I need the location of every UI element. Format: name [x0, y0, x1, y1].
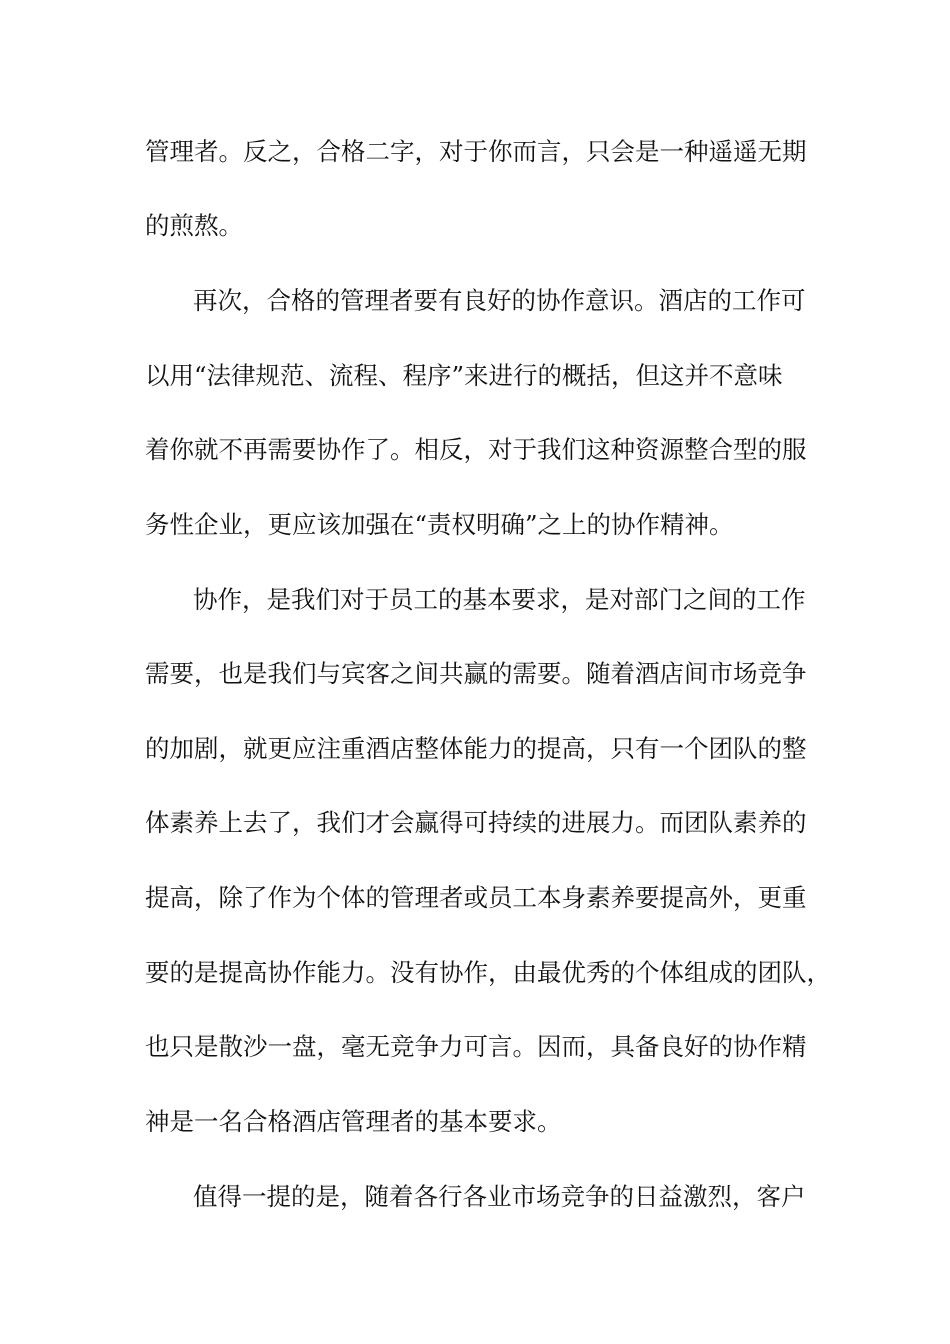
text-line: 管理者。反之，合格二字，对于你而言，只会是一种遥遥无期 [145, 137, 807, 166]
text-line: 的煎熬。 [145, 211, 243, 240]
text-line: 也只是散沙一盘，毫无竞争力可言。因而，具备良好的协作精 [145, 1032, 807, 1061]
text-line: 着你就不再需要协作了。相反，对于我们这种资源整合型的服 [145, 435, 807, 464]
paragraph-first-line: 协作，是我们对于员工的基本要求，是对部门之间的工作 [193, 585, 806, 614]
text-line: 以用“法律规范、流程、程序”来进行的概括，但这并不意味 [145, 361, 783, 390]
text-line: 的加剧，就更应注重酒店整体能力的提高，只有一个团队的整 [145, 734, 807, 763]
text-line: 提高，除了作为个体的管理者或员工本身素养要提高外，更重 [145, 883, 807, 912]
paragraph-first-line: 再次，合格的管理者要有良好的协作意识。酒店的工作可 [193, 286, 806, 315]
text-line: 体素养上去了，我们才会赢得可持续的进展力。而团队素养的 [145, 808, 807, 837]
text-line: 要的是提高协作能力。没有协作，由最优秀的个体组成的团队， [145, 958, 831, 987]
text-line: 神是一名合格酒店管理者的基本要求。 [145, 1107, 562, 1136]
paragraph-first-line: 值得一提的是，随着各行各业市场竞争的日益激烈，客户 [193, 1182, 806, 1211]
text-line: 务性企业，更应该加强在“责权明确”之上的协作精神。 [145, 510, 734, 539]
text-line: 需要，也是我们与宾客之间共赢的需要。随着酒店间市场竞争 [145, 659, 807, 688]
